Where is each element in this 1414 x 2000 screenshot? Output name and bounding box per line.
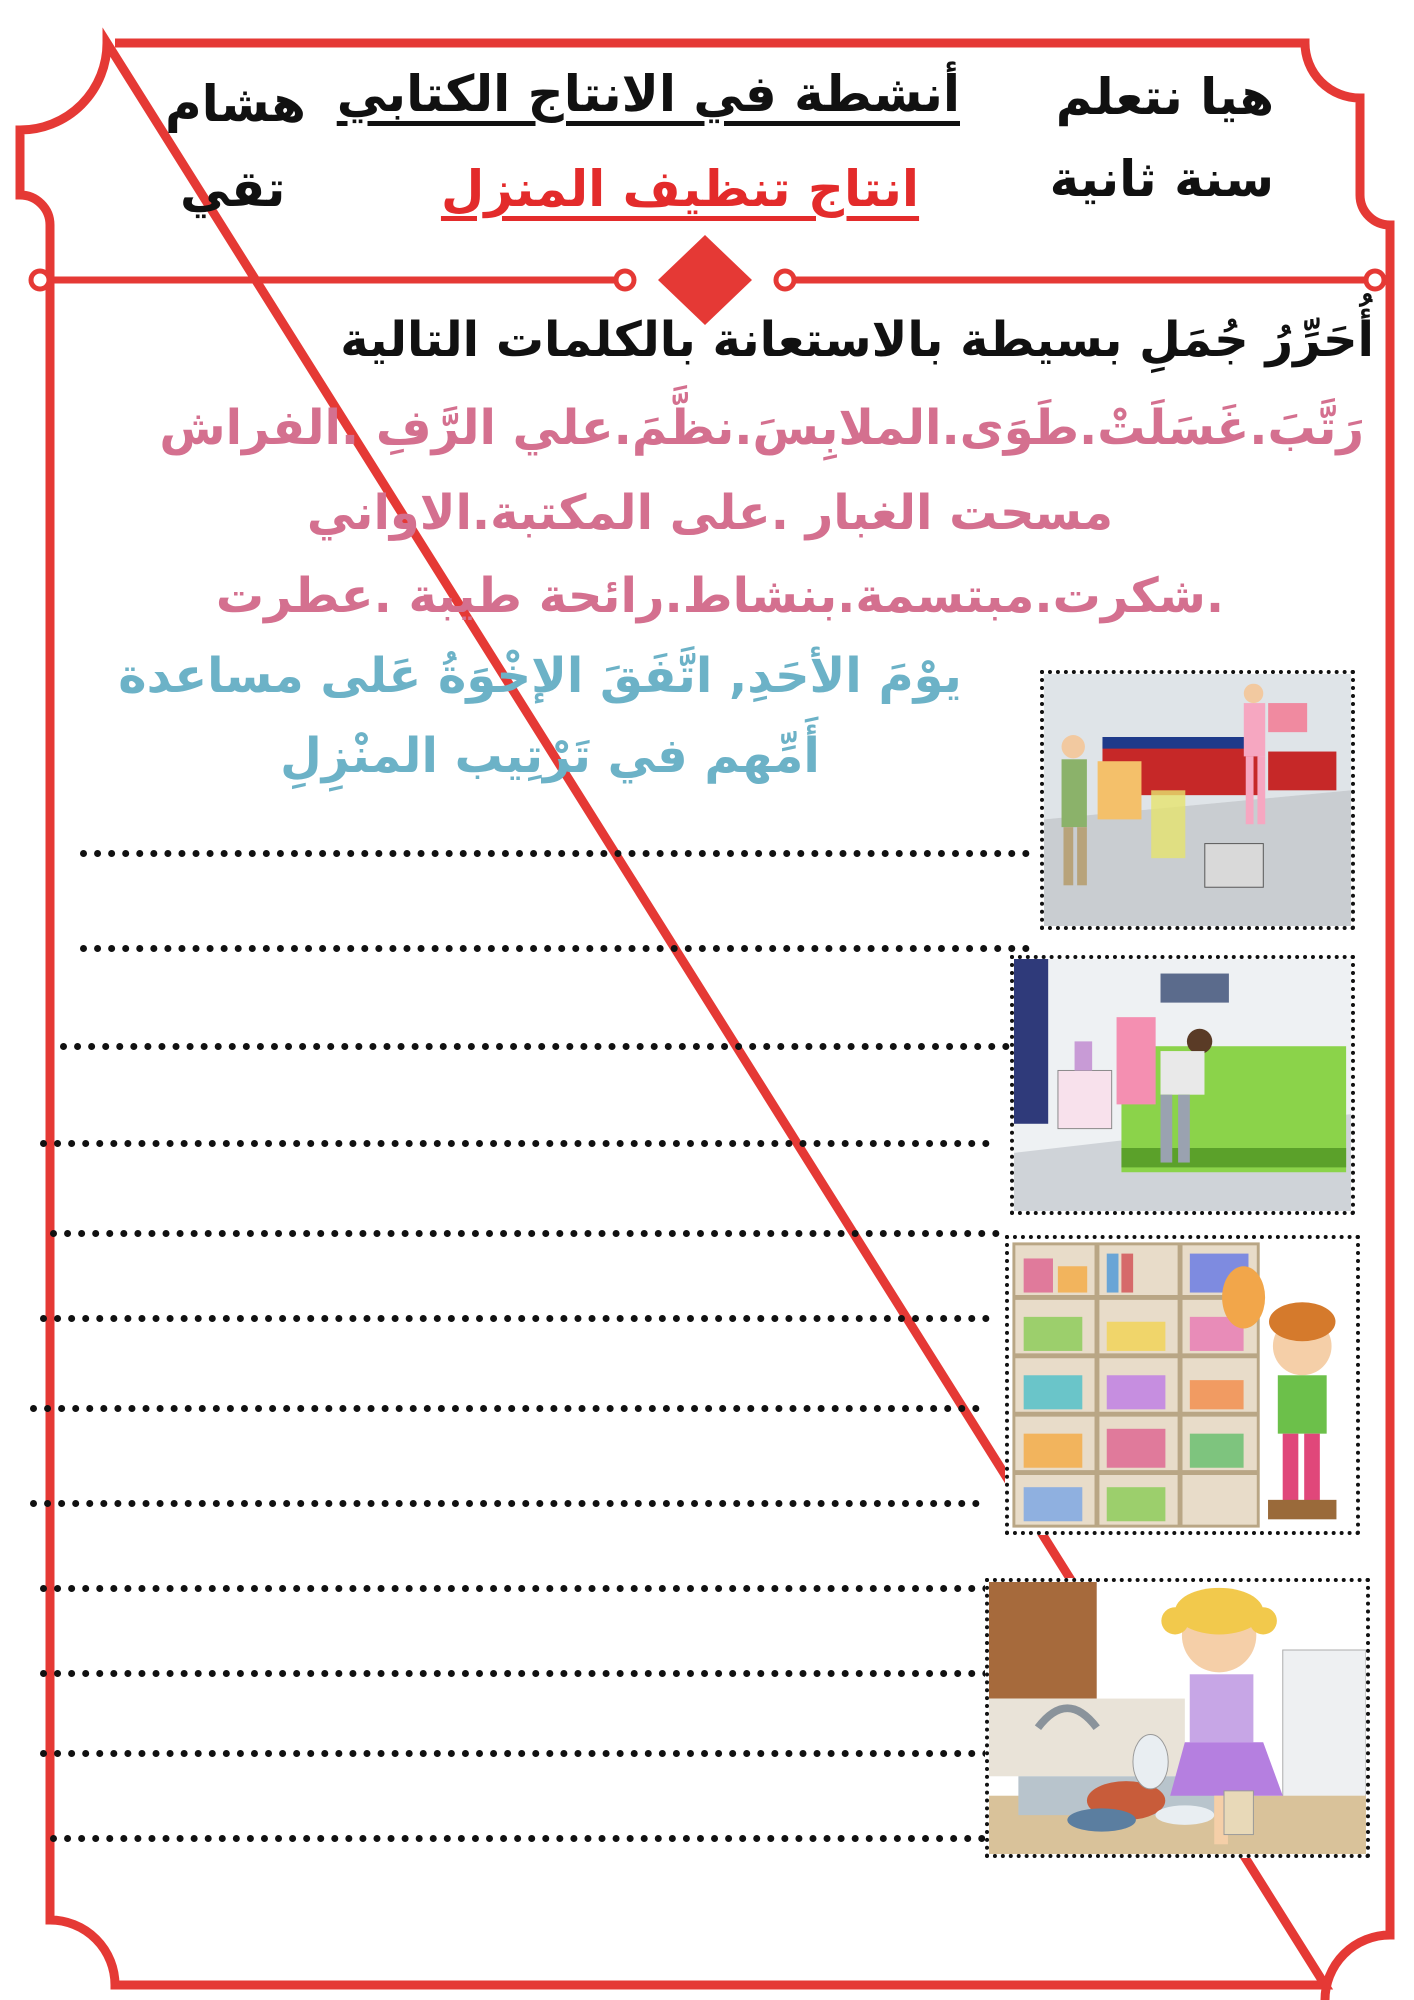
page-subtitle: انتاج تنظيف المنزل xyxy=(440,160,920,218)
writing-line-12[interactable] xyxy=(50,1835,1000,1842)
author-first-name: هشام xyxy=(165,75,306,133)
story-prompt-line: أَمِّهم في تَرْتِيب المنْزِلِ xyxy=(280,728,820,784)
page-title: أنشطة في الانتاج الكتابي xyxy=(336,65,960,123)
writing-line-9[interactable] xyxy=(40,1585,990,1592)
word-bank-line: .شكرت.مبتسمة.بنشاط.رائحة طيبة .عطرت xyxy=(215,568,1225,624)
writing-line-2[interactable] xyxy=(80,945,1030,952)
story-prompt-line: يوْمَ الأحَدِ, اتَّفَقَ الإخْوَةُ عَلى مساعدة xyxy=(118,648,962,704)
writing-line-10[interactable] xyxy=(40,1670,990,1677)
writing-line-1[interactable] xyxy=(80,850,1030,857)
boy-making-bed-illustration xyxy=(1010,955,1355,1215)
girl-washing-dishes-illustration xyxy=(985,1578,1370,1858)
writing-line-4[interactable] xyxy=(40,1140,990,1147)
writing-line-7[interactable] xyxy=(30,1405,980,1412)
author-last-name: تقي xyxy=(180,160,286,218)
children-tidying-bedroom-illustration xyxy=(1040,670,1355,930)
exercise-instruction: أُحَرِّرُ جُمَلِ بسيطة بالاستعانة بالكلمات التالية xyxy=(340,312,1374,368)
header-series-title: هيا نتعلم xyxy=(1055,68,1274,126)
word-bank-line: مسحت الغبار .على المكتبة.الاواني xyxy=(306,485,1114,541)
girl-dusting-bookshelf-illustration xyxy=(1005,1235,1360,1535)
writing-line-8[interactable] xyxy=(30,1500,980,1507)
header-grade-level: سنة ثانية xyxy=(1049,150,1274,208)
word-bank-line: رَتَّبَ.غَسَلَتْ.طَوَى.الملابِسَ.نظَّمَ.علي الرَّفِ .الفراش xyxy=(159,400,1364,456)
writing-line-3[interactable] xyxy=(60,1043,1010,1050)
writing-line-5[interactable] xyxy=(50,1230,1000,1237)
writing-line-11[interactable] xyxy=(40,1750,990,1757)
writing-line-6[interactable] xyxy=(40,1315,990,1322)
